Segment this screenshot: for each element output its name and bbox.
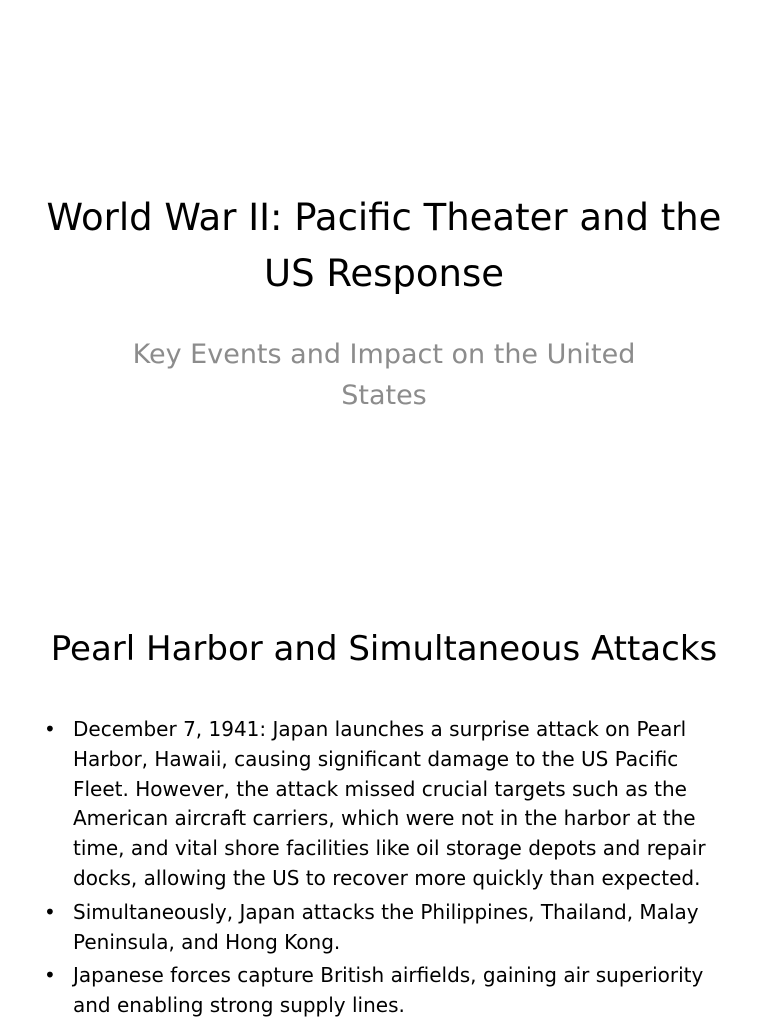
bullet-text: December 7, 1941: Japan launches a surprise attack on Pearl Harbor, Hawaii, causing significant damage to the US Pacific Fleet. However, the attack missed crucial targets such as the American aircraft carriers, which were not in the harbor at the time, and vital shore facilities like oil storage depots and repair docks, allowing the US to recover more quickly than expected. xyxy=(73,717,706,890)
presentation-title: World War II: Pacific Theater and the US Response xyxy=(46,196,722,295)
bullet-item xyxy=(44,961,712,1021)
bullet-item xyxy=(44,715,712,894)
bullet-item xyxy=(44,898,712,958)
bullet-text: Japanese forces capture British airfields, gaining air superiority and enabling strong supply lines. xyxy=(73,963,704,1018)
bullet-text: Simultaneously, Japan attacks the Philippines, Thailand, Malay Peninsula, and Hong Kong. xyxy=(73,899,699,954)
bullet-icon: • xyxy=(44,899,56,924)
bullet-list xyxy=(44,715,712,1025)
bullet-icon: • xyxy=(44,717,56,741)
presentation-subtitle: Key Events and Impact on the United States xyxy=(132,339,636,411)
bullet-icon: • xyxy=(44,963,56,988)
content-slide xyxy=(0,576,768,1024)
slide-heading: Pearl Harbor and Simultaneous Attacks xyxy=(50,629,718,669)
